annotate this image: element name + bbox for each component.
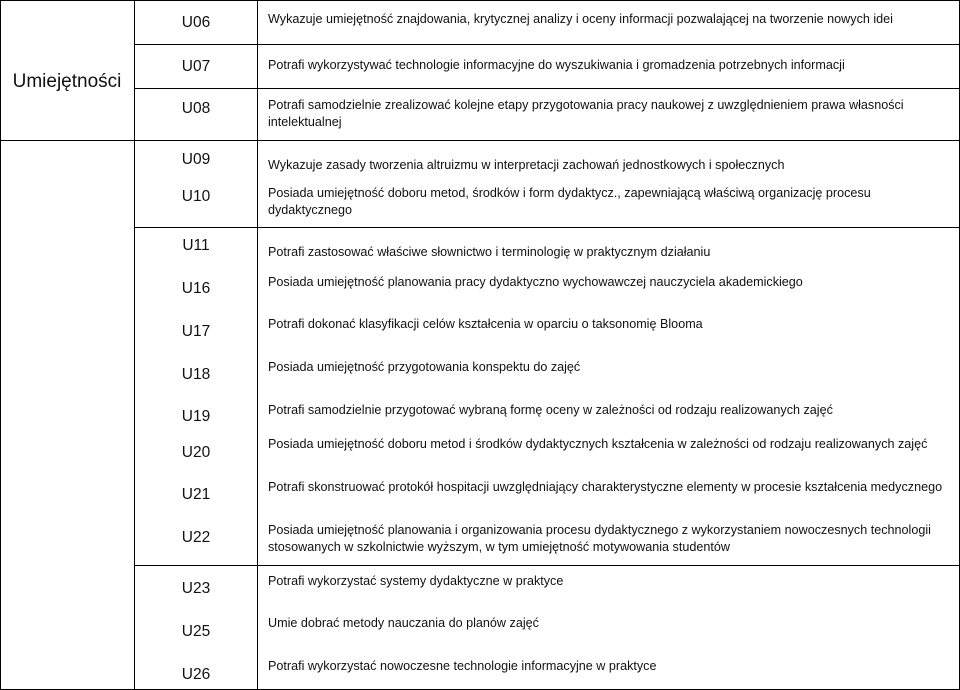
row-divider xyxy=(0,140,960,141)
competency-description: Umie dobrać metody nauczania do planów zajęć xyxy=(268,616,539,630)
competency-code: U08 xyxy=(181,100,211,117)
competency-code: U22 xyxy=(181,529,211,546)
column-divider-code xyxy=(257,0,258,690)
competency-description: Potrafi wykorzystać systemy dydaktyczne w praktyce xyxy=(268,574,564,588)
competency-description: Wykazuje zasady tworzenia altruizmu w interpretacji zachowań jednostkowych i społecznych xyxy=(268,158,785,172)
competency-code: U11 xyxy=(182,237,210,254)
competency-code: U20 xyxy=(181,444,211,461)
competency-code: U06 xyxy=(181,14,211,31)
competency-code: U23 xyxy=(181,580,211,597)
competency-description: Potrafi wykorzystywać technologie informacyjne do wyszukiwania i gromadzenia potrzebnych informacji xyxy=(268,58,845,72)
competency-description: Potrafi samodzielnie przygotować wybraną formę oceny w zależności od rodzaju realizowanych zajęć xyxy=(268,403,833,417)
competency-code: U07 xyxy=(181,58,211,75)
competency-description: Potrafi skonstruować protokół hospitacji uwzględniający charakterystyczne elementy w procesie kształcenia medycznego xyxy=(268,480,943,494)
competency-description: Posiada umiejętność planowania pracy dydaktyczno wychowawczej nauczyciela akademickiego xyxy=(268,275,803,289)
competency-code: U25 xyxy=(181,623,211,640)
competency-code: U18 xyxy=(181,366,211,383)
table-border-top xyxy=(0,0,960,1)
competency-description: Posiada umiejętność doboru metod, środków i form dydaktycz., zapewniającą właściwą organizację procesu dydaktycznego xyxy=(268,186,871,217)
competency-code: U21 xyxy=(181,486,211,503)
row-divider xyxy=(134,44,960,45)
competency-description: Potrafi wykorzystać nowoczesne technologie informacyjne w praktyce xyxy=(268,659,657,673)
competency-description: Posiada umiejętność planowania i organizowania procesu dydaktycznego z wykorzystaniem nowoczesnych technologii stosowanych w szkolnictwie wyższym, w tym umiejętność motywowania studentów xyxy=(268,523,931,554)
competency-code: U09 xyxy=(181,151,211,168)
competency-description: Potrafi samodzielnie zrealizować kolejne etapy przygotowania pracy naukowej z uwzględnieniem prawa własności intelektualnej xyxy=(268,98,904,129)
row-divider xyxy=(134,227,960,228)
competency-description: Potrafi zastosować właściwe słownictwo i terminologię w praktycznym działaniu xyxy=(268,245,711,259)
competency-description: Potrafi dokonać klasyfikacji celów kształcenia w oparciu o taksonomię Blooma xyxy=(268,317,703,331)
category-label: Umiejętności xyxy=(12,71,122,92)
row-divider xyxy=(134,88,960,89)
competency-code: U17 xyxy=(181,323,211,340)
competency-description: Posiada umiejętność doboru metod i środków dydaktycznych kształcenia w zależności od rodzaju realizowanych zajęć xyxy=(268,437,928,451)
competency-description: Wykazuje umiejętność znajdowania, krytycznej analizy i oceny informacji pozwalającej na tworzenie nowych idei xyxy=(268,12,893,26)
competency-code: U19 xyxy=(181,408,211,425)
competency-code: U10 xyxy=(181,188,211,205)
competency-code: U26 xyxy=(181,666,211,683)
competency-code: U16 xyxy=(181,280,211,297)
row-divider xyxy=(134,565,960,566)
competency-description: Posiada umiejętność przygotowania konspektu do zajęć xyxy=(268,360,581,374)
